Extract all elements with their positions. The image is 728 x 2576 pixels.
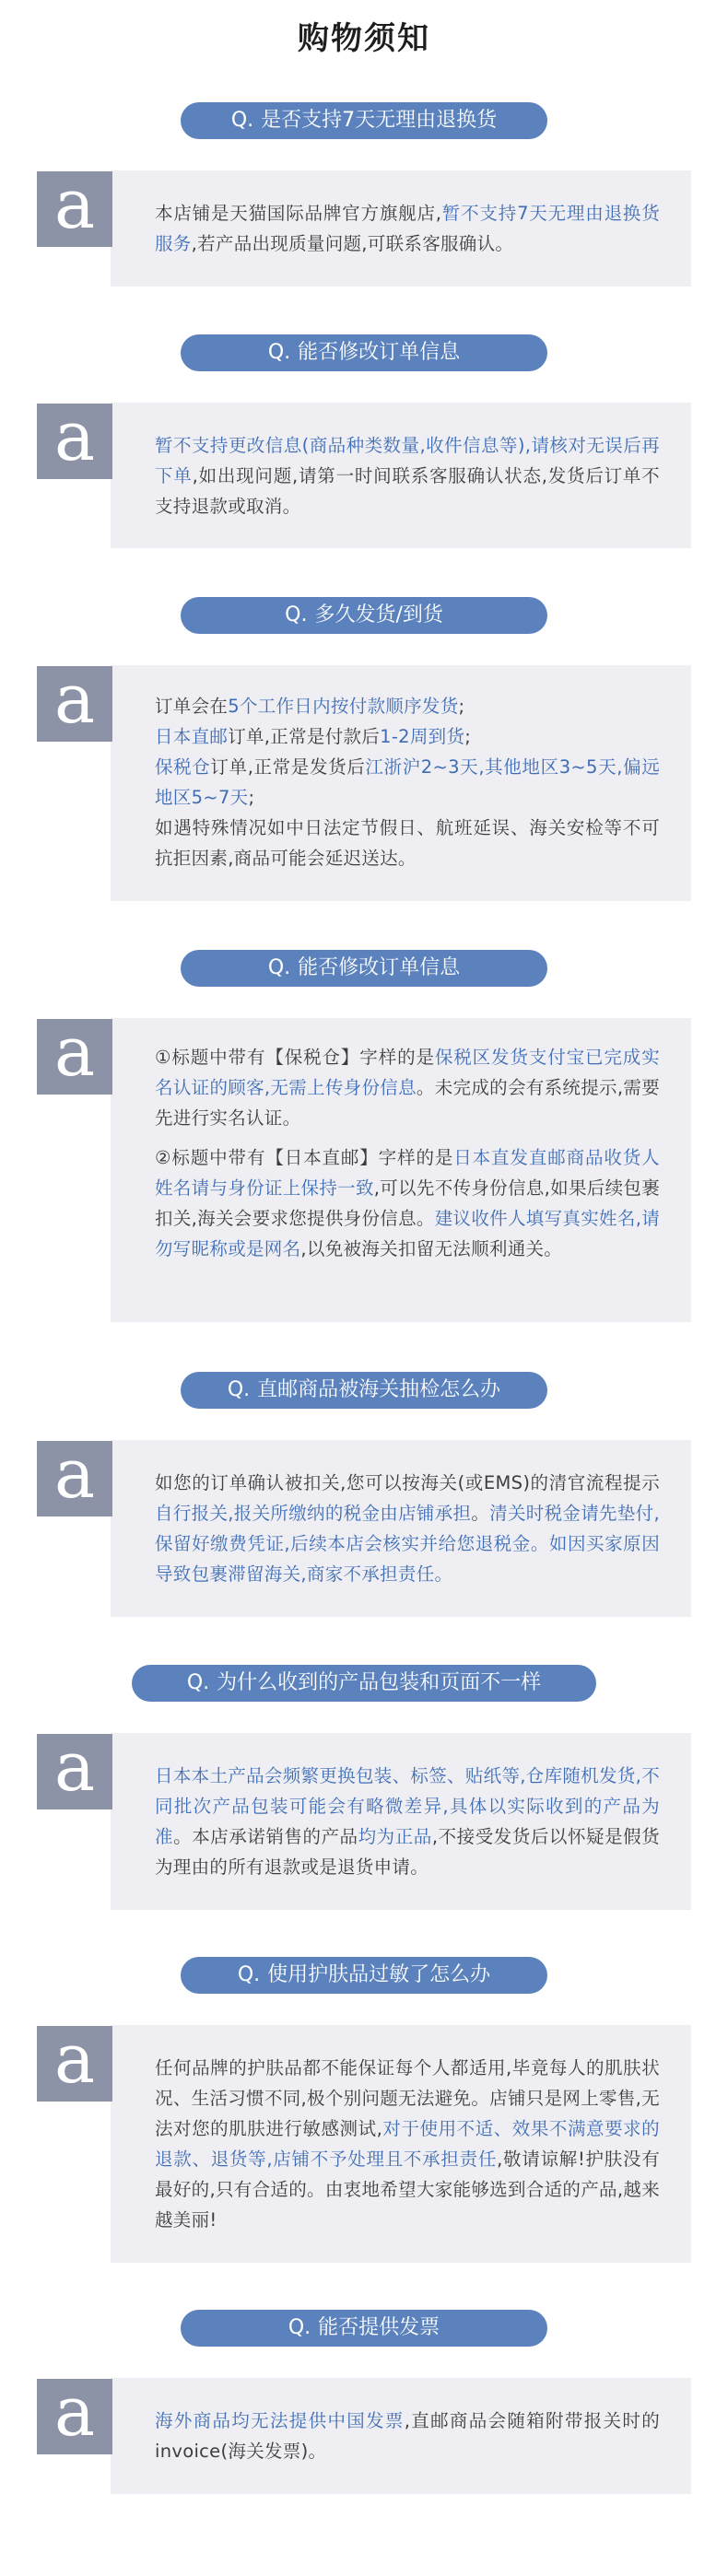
answer-card — [111, 403, 691, 548]
answer-highlight: 5个工作日内按付款顺序发货 — [228, 696, 459, 717]
answer-paragraph — [155, 1142, 660, 1264]
answer-segment: ; — [464, 726, 472, 747]
answer-highlight: 日本本土产品会频繁更换包装、标签、贴纸等,仓库随机发货,不同批次产品包装可能会有略微差异,具体以实际收到的产品为准 — [155, 1765, 660, 1847]
answer-badge: a — [37, 1019, 112, 1095]
answer-segment: 任何品牌的护肤品都不能保证每个人都适用,毕竟每人的肌肤状况、生活习惯不同,极个别问题无法避免。店铺只是网上零售,无法对您的肌肤进行敏感测试, — [155, 2057, 660, 2139]
answer-badge: a — [37, 1441, 112, 1516]
answer-segment: ,若产品出现质量问题,可联系客服确认。 — [191, 233, 514, 254]
answer-segment: ,可以先不传身份信息,如果后续包裹扣关,海关会要求您提供身份信息。 — [155, 1177, 661, 1229]
question-prefix: Q. — [186, 1671, 210, 1694]
answer-segment: ,不接受发货后以怀疑是假货为理由的所有退款或是退货申请。 — [155, 1826, 660, 1878]
question-text: 为什么收到的产品包装和页面不一样 — [217, 1671, 542, 1694]
question-prefix: Q. — [288, 2316, 311, 2339]
answer-badge: a — [37, 666, 112, 742]
answer-card — [111, 2378, 691, 2494]
page-title: 购物须知 — [298, 20, 430, 57]
answer-segment: ,以免被海关扣留无法顺利通关。 — [300, 1238, 563, 1259]
answer-highlight: 建议收件人填写真实姓名,请勿写昵称或是网名 — [155, 1208, 661, 1259]
answer-segment: 订单,正常是发货后 — [210, 756, 366, 778]
answer-paragraph — [155, 752, 660, 813]
answer-segment: ①标题中带有【保税仓】字样的是 — [155, 1047, 435, 1068]
answer-text — [155, 430, 660, 521]
answer-highlight: 1-2周到货 — [380, 726, 465, 747]
answer-badge: a — [37, 2379, 112, 2454]
answer-card — [111, 2025, 691, 2263]
question-pill — [181, 2310, 547, 2347]
answer-highlight: 日本直邮 — [155, 726, 229, 747]
question-pill — [181, 334, 547, 371]
question-text: 多久发货/到货 — [314, 603, 443, 626]
answer-badge: a — [37, 2026, 112, 2102]
answer-segment: 。未完成的会有系统提示,需要先进行实名认证。 — [155, 1077, 661, 1129]
answer-segment: 如您的订单确认被扣关,您可以按海关(或EMS)的清官流程提示 — [155, 1472, 660, 1493]
answer-highlight: 自行报关,报关所缴纳的税金由店铺承担 — [155, 1503, 472, 1524]
answer-paragraph — [155, 1761, 660, 1882]
answer-highlight: 暂不支持7天无理由退换货服务 — [155, 203, 661, 254]
answer-segment: 本店铺是天猫国际品牌官方旗舰店, — [155, 203, 442, 224]
question-pill — [181, 950, 547, 987]
answer-highlight: 均为正品 — [358, 1826, 432, 1847]
answer-paragraph — [155, 430, 660, 521]
answer-segment: 如遇特殊情况如中日法定节假日、航班延误、海关安检等不可抗拒因素,商品可能会延迟送达。 — [155, 817, 660, 869]
answer-text — [155, 2053, 660, 2235]
question-prefix: Q. — [267, 341, 291, 364]
answer-segment: ,直邮商品会随箱附带报关时的invoice(海关发票)。 — [155, 2410, 660, 2462]
answer-segment: 。 — [471, 1503, 490, 1524]
question-text: 直邮商品被海关抽检怎么办 — [257, 1378, 501, 1401]
answer-paragraph — [155, 1042, 660, 1133]
answer-paragraph — [155, 691, 660, 721]
answer-segment: ②标题中带有【日本直邮】字样的是 — [155, 1147, 454, 1168]
answer-text — [155, 1761, 660, 1882]
answer-paragraph — [155, 721, 660, 752]
answer-text — [155, 1468, 660, 1589]
answer-segment: 订单,正常是付款后 — [228, 726, 381, 747]
question-prefix: Q. — [227, 1378, 251, 1401]
answer-badge: a — [37, 1734, 112, 1809]
answer-paragraph — [155, 2053, 660, 2235]
question-pill — [132, 1665, 596, 1702]
answer-segment: ; — [248, 787, 255, 808]
answer-paragraph — [155, 813, 660, 873]
question-prefix: Q. — [237, 1963, 261, 1986]
answer-card — [111, 665, 691, 901]
answer-highlight: 清关时税金请先垫付,保留好缴费凭证,后续本店会核实并给您退税金。如因买家原因导致包裹滞留海关,商家不承担责任。 — [155, 1503, 660, 1585]
answer-segment: ; — [458, 696, 465, 717]
answer-highlight: 暂不支持更改信息(商品种类数量,收件信息等),请核对无误后再下单 — [155, 435, 660, 486]
question-text: 使用护肤品过敏了怎么办 — [267, 1963, 491, 1986]
answer-highlight: 江浙沪2~3天,其他地区3~5天,偏远地区5~7天 — [155, 756, 661, 808]
question-prefix: Q. — [267, 956, 291, 979]
answer-paragraph — [155, 1468, 660, 1589]
answer-badge: a — [37, 171, 112, 247]
answer-segment: 。本店承诺销售的产品 — [173, 1826, 358, 1847]
answer-text — [155, 198, 660, 259]
answer-paragraph — [155, 2406, 660, 2466]
answer-card — [111, 1018, 691, 1322]
answer-card — [111, 170, 691, 287]
question-pill — [181, 1957, 547, 1994]
question-pill — [181, 102, 547, 139]
answer-highlight: 对于使用不适、效果不满意要求的退款、退货等,店铺不予处理且不承担责任 — [155, 2118, 660, 2170]
answer-highlight: 保税区发货支付宝已完成实名认证的顾客,无需上传身份信息 — [155, 1047, 660, 1098]
answer-segment: ,如出现问题,请第一时间联系客服确认状态,发货后订单不支持退款或取消。 — [155, 465, 660, 517]
question-pill — [181, 1372, 547, 1409]
answer-paragraph — [155, 198, 660, 259]
answer-segment: 订单会在 — [155, 696, 229, 717]
question-text: 能否提供发票 — [318, 2316, 440, 2339]
question-prefix: Q. — [230, 109, 254, 132]
answer-text — [155, 2406, 660, 2466]
answer-card — [111, 1733, 691, 1910]
answer-highlight: 日本直发直邮商品收货人姓名请与身份证上保持一致 — [155, 1147, 660, 1199]
question-pill — [181, 597, 547, 634]
answer-text — [155, 691, 660, 873]
answer-card — [111, 1440, 691, 1617]
answer-segment: ,敬请谅解!护肤没有最好的,只有合适的。由衷地希望大家能够选到合适的产品,越来越美丽! — [155, 2149, 661, 2231]
question-text: 能否修改订单信息 — [298, 341, 461, 364]
question-prefix: Q. — [285, 603, 308, 626]
answer-highlight: 海外商品均无法提供中国发票 — [155, 2410, 405, 2431]
question-text: 能否修改订单信息 — [298, 956, 461, 979]
answer-text — [155, 1042, 660, 1264]
answer-highlight: 保税仓 — [155, 756, 211, 778]
answer-badge: a — [37, 404, 112, 479]
question-text: 是否支持7天无理由退换货 — [261, 109, 498, 132]
